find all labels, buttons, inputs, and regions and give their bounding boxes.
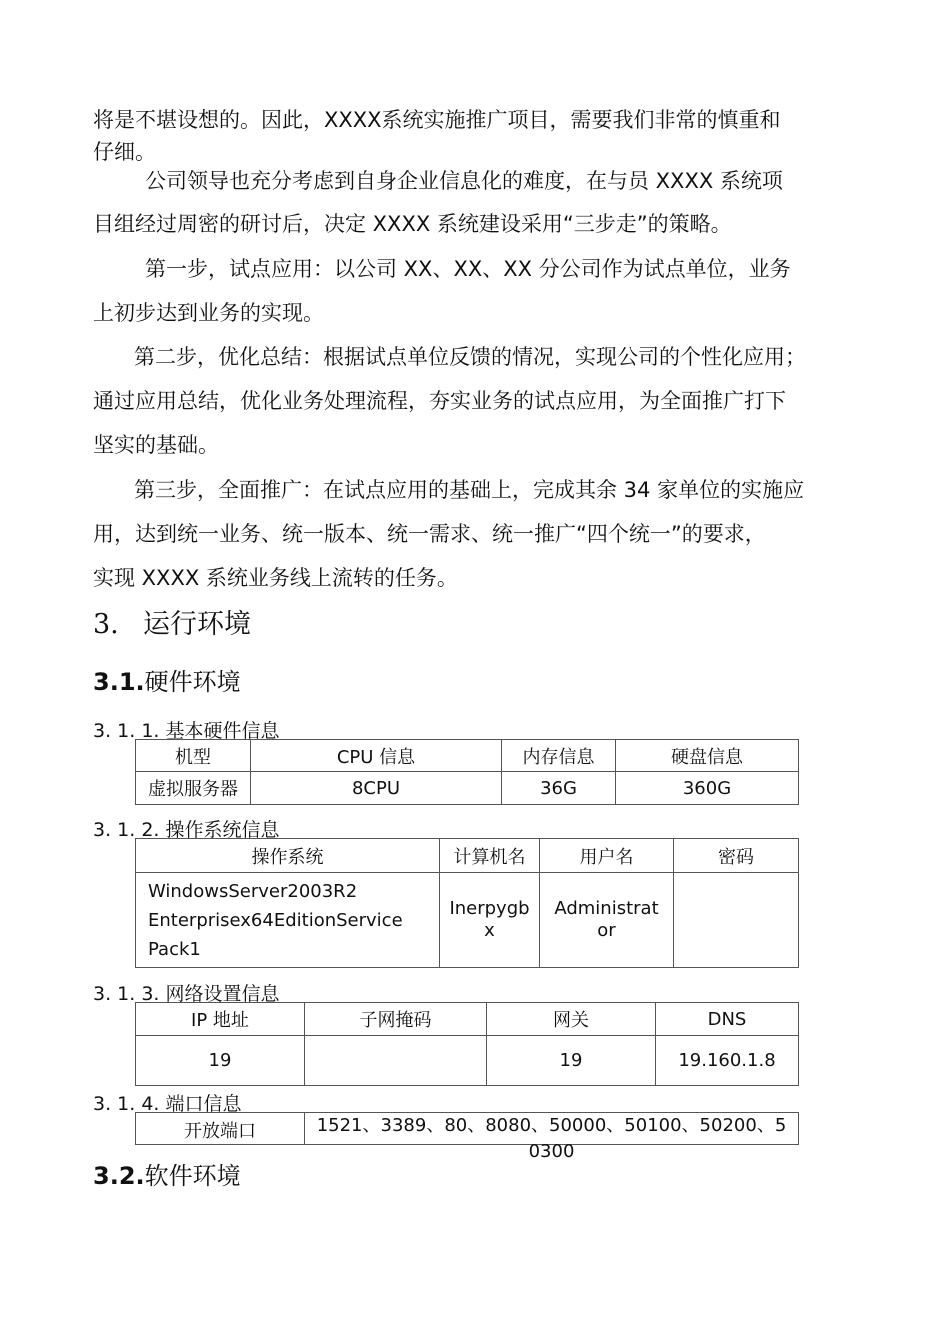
paragraph-line: 第二步，优化总结：根据试点单位反馈的情况，实现公司的个性化应用； [134, 345, 806, 369]
port-value-cell [305, 1113, 799, 1162]
subsection-heading [93, 1156, 241, 1191]
paragraph-line: 通过应用总结，优化业务处理流程，夯实业务的试点应用，为全面推广打下 [93, 389, 786, 413]
table-header-cell: CPU 信息 [251, 740, 502, 772]
table-header-cell: 硬盘信息 [616, 740, 799, 772]
os-table [135, 838, 799, 968]
table-cell-password [674, 873, 799, 968]
subsubsection-heading: 3. 1. 1. 基本硬件信息 [93, 720, 280, 742]
port-value-clip [305, 1113, 798, 1162]
paragraph-line: 用，达到统一业务、统一版本、统一需求、统一推广“四个统一”的要求， [93, 522, 766, 546]
subsubsection-heading: 3. 1. 3. 网络设置信息 [93, 983, 280, 1005]
subsection-number: 3.1. [93, 668, 145, 696]
paragraph-line: 上初步达到业务的实现。 [93, 301, 324, 325]
port-table [135, 1112, 799, 1162]
paragraph-line: 仔细。 [93, 140, 156, 164]
subsubsection-heading: 3. 1. 2. 操作系统信息 [93, 819, 280, 841]
table-cell-os [136, 873, 440, 968]
paragraph-line: 将是不堪设想的。因此，XXXX系统实施推广项目，需要我们非常的慎重和 [93, 108, 781, 132]
subsubsection-heading: 3. 1. 4. 端口信息 [93, 1093, 242, 1115]
subsection-title: 软件环境 [144, 1162, 241, 1190]
computer-name-line: Inerpygb [449, 898, 530, 919]
port-line: 0300 [528, 1141, 575, 1162]
table-header-cell: IP 地址 [136, 1003, 305, 1036]
table-cell: 36G [502, 772, 616, 805]
table-header-cell: 用户名 [540, 839, 674, 873]
table-header-cell: DNS [656, 1003, 799, 1036]
paragraph-line: 实现 XXXX 系统业务线上流转的任务。 [93, 566, 458, 590]
paragraph-line: 第三步，全面推广：在试点应用的基础上，完成其余 34 家单位的实施应 [134, 478, 805, 502]
os-line: Enterprisex64EditionService [148, 909, 403, 931]
port-label-cell: 开放端口 [136, 1113, 305, 1145]
os-line: WindowsServer2003R2 [148, 880, 358, 902]
paragraph-line: 公司领导也充分考虑到自身企业信息化的难度，在与员 XXXX 系统项 [145, 169, 783, 193]
paragraph-line: 第一步，试点应用：以公司 XX、XX、XX 分公司作为试点单位，业务 [145, 257, 791, 281]
table-header-cell: 内存信息 [502, 740, 616, 772]
section-title: 运行环境 [143, 609, 251, 640]
subsection-number: 3.2. [93, 1162, 145, 1190]
table-cell: 19 [487, 1036, 656, 1086]
table-cell-computer-name [440, 873, 540, 968]
os-line: Pack1 [148, 938, 201, 960]
table-cell: 8CPU [251, 772, 502, 805]
table-cell: 19.160.1.8 [656, 1036, 799, 1086]
section-heading [93, 602, 251, 641]
table-header-cell: 密码 [674, 839, 799, 873]
table-header-cell: 操作系统 [136, 839, 440, 873]
computer-name-line: x [484, 920, 495, 941]
paragraph-line: 坚实的基础。 [93, 433, 219, 457]
table-cell [305, 1036, 487, 1086]
table-header-cell: 机型 [136, 740, 251, 772]
table-header-cell: 网关 [487, 1003, 656, 1036]
table-header-cell: 子网掩码 [305, 1003, 487, 1036]
user-name-line: or [597, 920, 616, 941]
section-number: 3. [93, 609, 119, 640]
hardware-table [135, 739, 799, 805]
paragraph-line: 目组经过周密的研讨后，决定 XXXX 系统建设采用“三步走”的策略。 [93, 212, 732, 236]
table-cell: 虚拟服务器 [136, 772, 251, 805]
network-table [135, 1002, 799, 1086]
table-cell-user-name [540, 873, 674, 968]
user-name-line: Administrat [554, 898, 659, 919]
subsection-heading [93, 662, 241, 697]
subsection-title: 硬件环境 [144, 668, 241, 696]
port-line: 1521、3389、80、8080、50000、50100、50200、5 [316, 1115, 787, 1136]
table-header-cell: 计算机名 [440, 839, 540, 873]
table-cell: 360G [616, 772, 799, 805]
table-cell: 19 [136, 1036, 305, 1086]
